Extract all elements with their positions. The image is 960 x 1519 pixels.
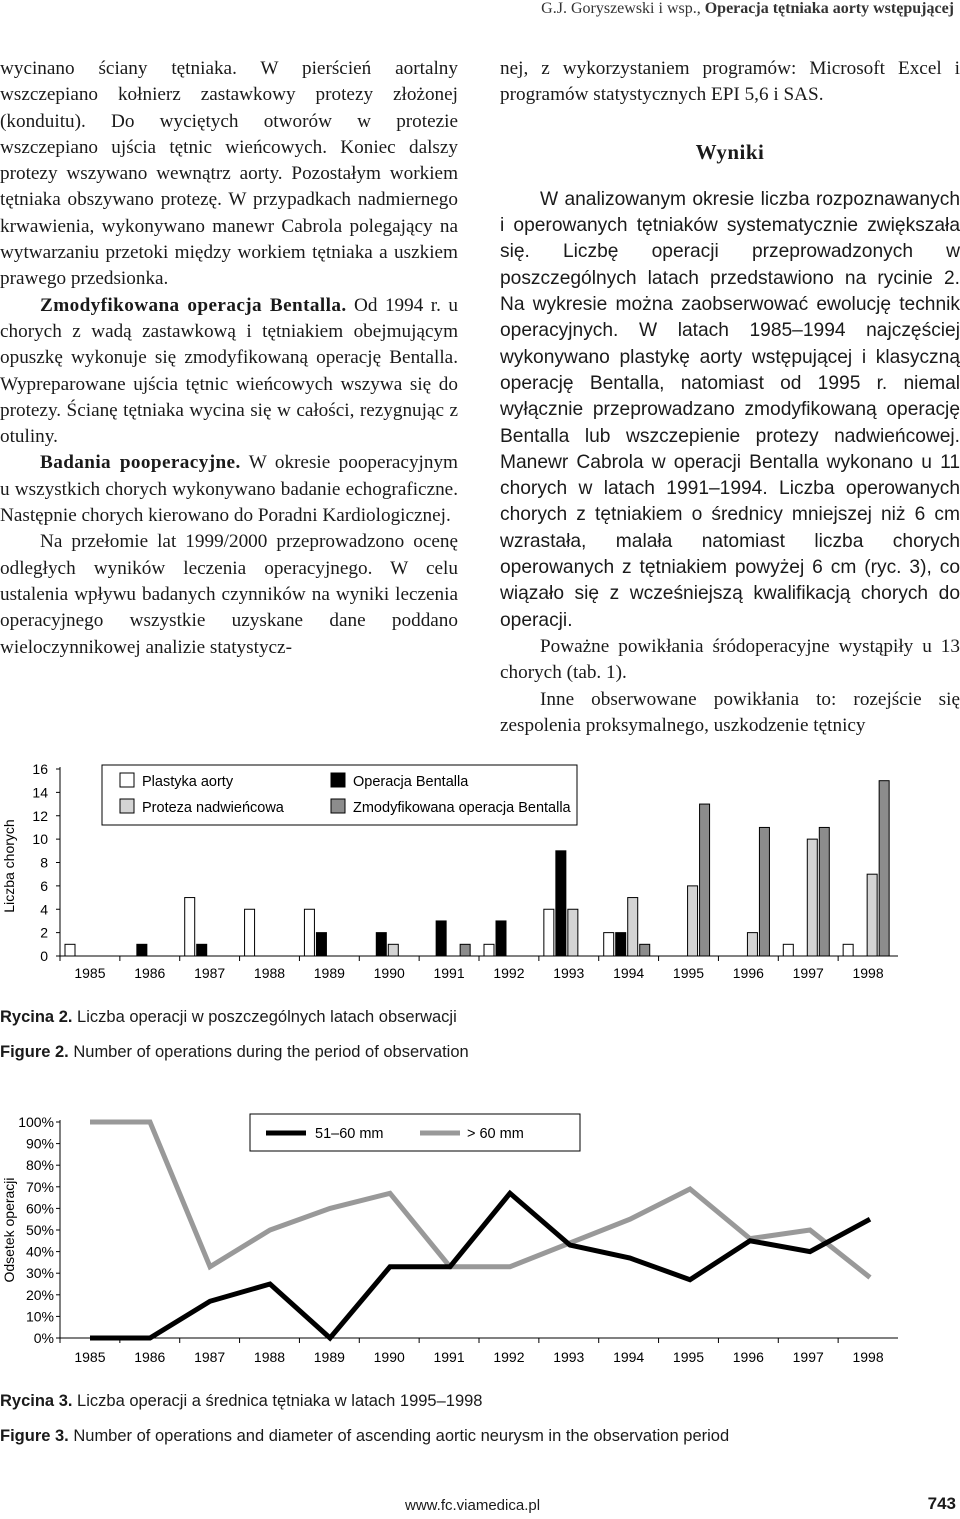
run-in-heading-postop: Badania pooperacyjne. bbox=[40, 452, 241, 474]
bar bbox=[604, 933, 614, 956]
x-tick-label: 1992 bbox=[493, 965, 525, 981]
left-paragraph-3 bbox=[0, 450, 458, 529]
y-tick-label: 2 bbox=[40, 924, 48, 941]
bar bbox=[496, 921, 506, 956]
y-tick-label: 8 bbox=[40, 854, 48, 871]
y-tick-label: 60% bbox=[25, 1200, 54, 1217]
footer-url: www.fc.viamedica.pl bbox=[405, 1497, 541, 1514]
left-column bbox=[0, 56, 458, 661]
y-tick-label: 12 bbox=[32, 807, 48, 824]
legend-label: Proteza nadwieńcowa bbox=[142, 800, 284, 816]
bar bbox=[484, 944, 494, 956]
x-tick-label: 1989 bbox=[313, 1349, 345, 1365]
x-tick-label: 1991 bbox=[433, 965, 465, 981]
running-head-authors: G.J. Goryszewski i wsp., bbox=[541, 0, 705, 17]
left-paragraph-2-text: Od 1994 r. u chorych z wadą zastawkową i tętniakiem obejmującym opuszkę wykonuje się zmodyfikowaną operację Bentalla. Wypreparowane ujścia tętnic wieńcowych wszywa się do protezy. Ścianę tętniaka wycina się w całości, rezygnując z otuliny. bbox=[0, 294, 459, 448]
bar bbox=[867, 874, 877, 956]
right-paragraph-4: Inne obserwowane powikłania to: rozejście się zespolenia proksymalnego, uszkodzenie tętnicy bbox=[500, 688, 960, 736]
y-tick-label: 6 bbox=[40, 877, 48, 894]
figure-3-caption-pl bbox=[0, 1392, 483, 1411]
x-tick-label: 1996 bbox=[732, 965, 764, 981]
x-tick-label: 1993 bbox=[553, 965, 585, 981]
y-tick-label: 16 bbox=[32, 761, 48, 777]
y-axis-label: Liczba chorych bbox=[1, 819, 17, 913]
y-tick-label: 10% bbox=[25, 1308, 54, 1325]
y-tick-label: 4 bbox=[40, 901, 48, 918]
bar bbox=[185, 898, 195, 956]
x-tick-label: 1997 bbox=[792, 1349, 824, 1365]
x-tick-label: 1986 bbox=[134, 965, 166, 981]
bar bbox=[616, 933, 626, 956]
figure-3-label-en: Figure 3. bbox=[0, 1427, 69, 1445]
y-axis-label: Odsetek operacji bbox=[1, 1177, 17, 1283]
section-title-wyniki: Wyniki bbox=[695, 139, 765, 164]
left-paragraph-4: Na przełomie lat 1999/2000 przeprowadzono ocenę odległych wyników leczenia operacyjnego. W celu ustalenia wpływu badanych czynników na wyniki leczenia operacyjnego wszystkie uzyskane dane poddano wieloczynnikowej analizie statystycz- bbox=[0, 531, 458, 658]
bar bbox=[700, 804, 710, 956]
bar bbox=[304, 909, 314, 956]
x-tick-label: 1995 bbox=[672, 965, 705, 981]
figure-3-label-pl: Rycina 3. bbox=[0, 1392, 73, 1410]
right-paragraph-1: nej, z wykorzystaniem programów: Microsoft Excel i programów statystycznych EPI 5,6 i SAS. bbox=[500, 58, 960, 106]
bar bbox=[197, 944, 207, 956]
run-in-heading-bentall: Zmodyfikowana operacja Bentalla. bbox=[40, 294, 347, 316]
x-tick-label: 1985 bbox=[74, 965, 106, 981]
x-tick-label: 1988 bbox=[253, 1349, 286, 1365]
left-paragraph-1: wycinano ściany tętniaka. W pierścień aortalny wszczepiano kołnierz zastawkowy protezy złożonej (konduitu). Do wyciętych otworów w protezie wszczepiano ujścia tętnic wieńcowych. Koniec dalszy protezy wszywano wewnątrz aorty. Pozostałym workiem tętniaka obszywano protezę. W przypadkach nadmiernego krwawienia, wykonywano manewr Cabrola polegający na wytwarzaniu przetoki między workiem tętniaka a uszkiem prawego przedsionka. bbox=[0, 58, 458, 290]
x-tick-label: 1996 bbox=[732, 1349, 764, 1365]
figure-3-text-en: Number of operations and diameter of ascending aortic neurysm in the observation period bbox=[68, 1427, 730, 1445]
x-tick-label: 1988 bbox=[253, 965, 286, 981]
bar bbox=[137, 944, 147, 956]
left-paragraph-2 bbox=[0, 293, 458, 451]
x-tick-label: 1992 bbox=[493, 1349, 525, 1365]
bar bbox=[640, 944, 650, 956]
y-tick-label: 0% bbox=[33, 1330, 54, 1346]
x-tick-label: 1990 bbox=[373, 1349, 405, 1365]
bar bbox=[436, 921, 446, 956]
legend-label: Operacja Bentalla bbox=[353, 774, 469, 790]
y-tick-label: 100% bbox=[18, 1114, 54, 1130]
x-tick-label: 1987 bbox=[194, 965, 226, 981]
right-paragraph-2: W analizowanym okresie liczba rozpoznawanych i operowanych tętniaków systematycznie zwiększała się. Liczbę operacji przeprowadzonych w poszczególnych latach przedstawiono na rycinie 2. Na wykresie można zaobserwować ewolucję technik operacyjnych. W latach 1985–1994 najczęściej wykonywano plastykę aorty wstępującej i klasyczną operację Bentalla, natomiast od 1995 r. niemal wyłącznie przeprowadzano zmodyfikowaną operację Bentalla lub wszczepienie protezy nadwieńcowej. Manewr Cabrola w operacji Bentalla wykonano u 11 chorych w latach 1991–1994. Liczba operowanych chorych z tętniakiem o średnicy mniejszej niż 6 cm wzrastała, malała natomiast liczba chorych operowanych z tętniakiem powyżej 6 cm (ryc. 3), co wiązało się z wcześniejszą kwalifikacją chorych do operacji. bbox=[500, 188, 960, 631]
legend-swatch bbox=[120, 799, 134, 813]
x-tick-label: 1985 bbox=[74, 1349, 106, 1365]
results-text bbox=[500, 187, 960, 634]
y-tick-label: 40% bbox=[25, 1243, 54, 1260]
bar bbox=[747, 933, 757, 956]
bar bbox=[759, 827, 769, 956]
bar bbox=[783, 944, 793, 956]
legend-swatch bbox=[331, 799, 345, 813]
page-number: 743 bbox=[927, 1494, 956, 1513]
x-tick-label: 1993 bbox=[553, 1349, 585, 1365]
legend-swatch bbox=[120, 773, 134, 787]
bar bbox=[568, 909, 578, 956]
x-tick-label: 1991 bbox=[433, 1349, 465, 1365]
bar bbox=[544, 909, 554, 956]
figure-2-label-pl: Rycina 2. bbox=[0, 1008, 73, 1026]
y-tick-label: 0 bbox=[40, 948, 48, 964]
line-chart bbox=[0, 1100, 960, 1380]
x-tick-label: 1994 bbox=[613, 1349, 645, 1365]
y-tick-label: 70% bbox=[25, 1178, 54, 1195]
figure-2-text-en: Number of operations during the period of observation bbox=[68, 1043, 469, 1061]
figure-2 bbox=[0, 755, 960, 995]
figure-2-text-pl: Liczba operacji w poszczególnych latach obserwacji bbox=[72, 1008, 457, 1026]
figure-3-caption-en bbox=[0, 1427, 729, 1446]
left-paragraph-3-text: W okresie pooperacyjnym u wszystkich chorych wykonywano badanie echograficzne. Następnie chorych kierowano do Poradni Kardiologicznej. bbox=[0, 452, 458, 527]
legend-swatch bbox=[331, 773, 345, 787]
x-tick-label: 1987 bbox=[194, 1349, 226, 1365]
y-tick-label: 20% bbox=[25, 1286, 54, 1303]
figure-2-label-en: Figure 2. bbox=[0, 1043, 69, 1061]
figure-2-caption-pl bbox=[0, 1008, 457, 1027]
legend-label: Plastyka aorty bbox=[142, 774, 234, 790]
bar-chart bbox=[0, 755, 960, 990]
legend-label: 51–60 mm bbox=[315, 1126, 384, 1142]
x-tick-label: 1997 bbox=[792, 965, 824, 981]
bar bbox=[628, 898, 638, 956]
legend-label: Zmodyfikowana operacja Bentalla bbox=[353, 800, 571, 816]
y-tick-label: 80% bbox=[25, 1157, 54, 1174]
x-tick-label: 1998 bbox=[852, 965, 884, 981]
y-tick-label: 30% bbox=[25, 1265, 54, 1282]
bar bbox=[316, 933, 326, 956]
running-head-title: Operacja tętniaka aorty wstępującej bbox=[704, 0, 954, 17]
running-head bbox=[541, 0, 954, 18]
right-paragraph-3: Poważne powikłania śródoperacyjne wystąpiły u 13 chorych (tab. 1). bbox=[500, 635, 960, 684]
bar bbox=[879, 781, 889, 956]
y-tick-label: 90% bbox=[25, 1135, 54, 1152]
bar bbox=[245, 909, 255, 956]
bar bbox=[376, 933, 386, 956]
x-tick-label: 1998 bbox=[852, 1349, 884, 1365]
bar bbox=[688, 886, 698, 956]
bar bbox=[65, 944, 75, 956]
right-column bbox=[500, 56, 960, 739]
x-tick-label: 1986 bbox=[134, 1349, 166, 1365]
figure-2-caption-en bbox=[0, 1043, 469, 1062]
y-tick-label: 14 bbox=[32, 784, 48, 801]
bar bbox=[460, 944, 470, 956]
bar bbox=[388, 944, 398, 956]
figure-3 bbox=[0, 1100, 960, 1385]
bar bbox=[807, 839, 817, 956]
bar bbox=[819, 827, 829, 956]
y-tick-label: 50% bbox=[25, 1222, 54, 1238]
figure-3-text-pl: Liczba operacji a średnica tętniaka w latach 1995–1998 bbox=[72, 1392, 483, 1410]
x-tick-label: 1990 bbox=[373, 965, 405, 981]
x-tick-label: 1989 bbox=[313, 965, 345, 981]
x-tick-label: 1995 bbox=[672, 1349, 705, 1365]
y-tick-label: 10 bbox=[32, 831, 48, 848]
legend-label: > 60 mm bbox=[467, 1126, 524, 1142]
bar bbox=[556, 851, 566, 956]
x-tick-label: 1994 bbox=[613, 965, 645, 981]
bar bbox=[843, 944, 853, 956]
